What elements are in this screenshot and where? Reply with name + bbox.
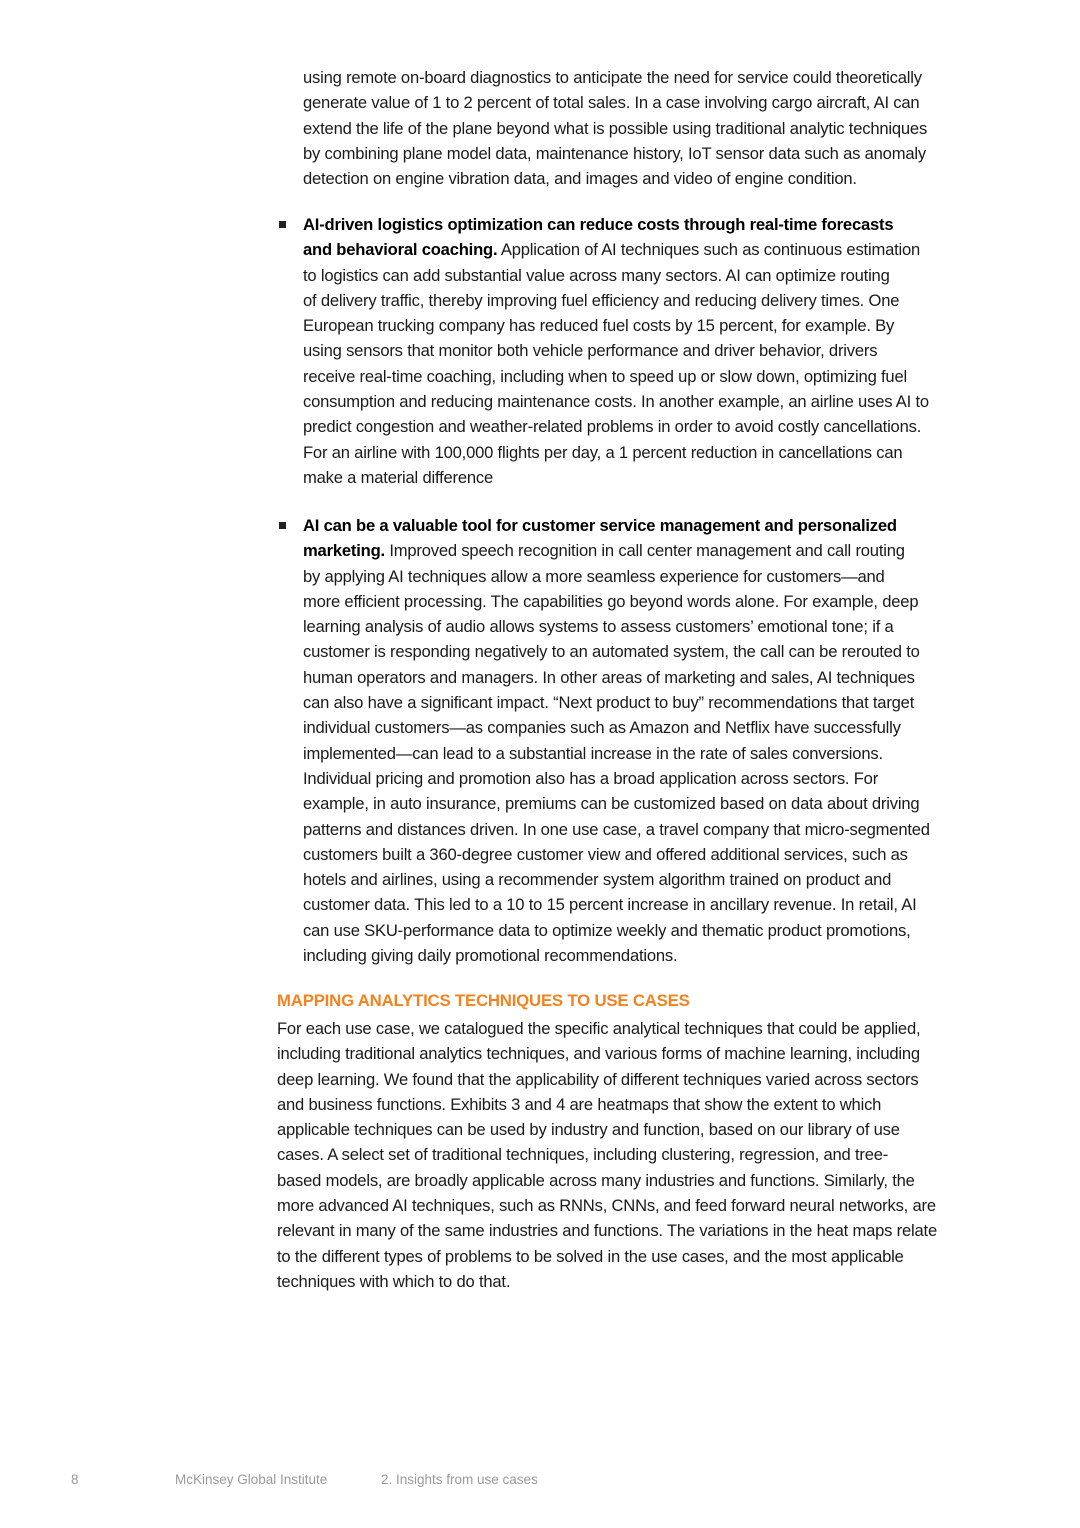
continuation-paragraph bbox=[303, 65, 927, 191]
body-text: customers built a 360-degree customer view and offered additional services, such as bbox=[303, 844, 908, 864]
body-text: hotels and airlines, using a recommender system algorithm trained on product and bbox=[303, 870, 892, 890]
body-text: to logistics can add substantial value across many sectors. AI can optimize routing bbox=[303, 265, 890, 285]
text-line bbox=[303, 918, 930, 943]
body-text: relevant in many of the same industries and functions. The variations in the heat maps relate bbox=[277, 1221, 937, 1241]
body-text: using sensors that monitor both vehicle performance and driver behavior, drivers bbox=[303, 341, 878, 361]
text-line bbox=[277, 1269, 937, 1294]
body-text: by combining plane model data, maintenance history, IoT sensor data such as anomaly bbox=[303, 143, 926, 163]
body-text: Individual pricing and promotion also has a broad application across sectors. For bbox=[303, 768, 879, 788]
body-text: European trucking company has reduced fuel costs by 15 percent, for example. By bbox=[303, 316, 895, 336]
bullet-logistics bbox=[303, 212, 929, 490]
text-line bbox=[303, 791, 930, 816]
text-line bbox=[277, 1244, 937, 1269]
body-text: deep learning. We found that the applicability of different techniques varied across sectors bbox=[277, 1069, 919, 1089]
text-line bbox=[303, 513, 930, 538]
body-text: by applying AI techniques allow a more seamless experience for customers—and bbox=[303, 566, 885, 586]
body-text: applicable techniques can be used by industry and function, based on our library of use bbox=[277, 1120, 900, 1140]
text-line bbox=[303, 389, 929, 414]
footer-page-number: 8 bbox=[71, 1472, 79, 1487]
body-text: and business functions. Exhibits 3 and 4 are heatmaps that show the extent to which bbox=[277, 1094, 882, 1114]
text-line bbox=[277, 1218, 937, 1243]
body-text: individual customers—as companies such as Amazon and Netflix have successfully bbox=[303, 718, 901, 738]
text-line bbox=[277, 1193, 937, 1218]
text-line bbox=[303, 715, 930, 740]
text-line bbox=[303, 440, 929, 465]
body-text: more advanced AI techniques, such as RNNs, CNNs, and feed forward neural networks, are bbox=[277, 1196, 936, 1216]
bullet-square-icon bbox=[279, 522, 286, 529]
text-line bbox=[303, 364, 929, 389]
text-line bbox=[277, 1016, 937, 1041]
text-line bbox=[303, 766, 930, 791]
text-line bbox=[303, 237, 929, 262]
body-text: consumption and reducing maintenance costs. In another example, an airline uses AI to bbox=[303, 392, 929, 412]
text-line bbox=[303, 90, 927, 115]
text-line bbox=[277, 1041, 937, 1066]
body-text: cases. A select set of traditional techniques, including clustering, regression, and tree- bbox=[277, 1145, 889, 1165]
bold-lead-text: AI can be a valuable tool for customer service management and personalized bbox=[303, 516, 897, 535]
text-line bbox=[303, 313, 929, 338]
body-text: using remote on-board diagnostics to anticipate the need for service could theoretically bbox=[303, 68, 922, 87]
bullet-square-icon bbox=[279, 221, 286, 228]
text-line bbox=[303, 263, 929, 288]
body-text: example, in auto insurance, premiums can be customized based on data about driving bbox=[303, 794, 920, 814]
body-text: more efficient processing. The capabilities go beyond words alone. For example, deep bbox=[303, 591, 919, 611]
text-line bbox=[303, 414, 929, 439]
section-heading: MAPPING ANALYTICS TECHNIQUES TO USE CASES bbox=[277, 991, 690, 1010]
body-text: to the different types of problems to be solved in the use cases, and the most applicable bbox=[277, 1246, 904, 1266]
body-text: learning analysis of audio allows systems to assess customers’ emotional tone; if a bbox=[303, 617, 894, 637]
body-text: customer is responding negatively to an automated system, the call can be rerouted to bbox=[303, 642, 920, 662]
bold-lead-text: marketing. bbox=[303, 541, 385, 561]
text-line bbox=[303, 338, 929, 363]
body-text: patterns and distances driven. In one use case, a travel company that micro-segmented bbox=[303, 819, 930, 839]
text-line bbox=[277, 1067, 937, 1092]
section-paragraph bbox=[277, 1016, 937, 1294]
body-text: receive real-time coaching, including when to speed up or slow down, optimizing fuel bbox=[303, 366, 907, 386]
body-text: can also have a significant impact. “Next product to buy” recommendations that target bbox=[303, 693, 915, 713]
body-text: implemented—can lead to a substantial increase in the rate of sales conversions. bbox=[303, 743, 883, 763]
bullet-customer-service bbox=[303, 513, 930, 968]
text-line bbox=[303, 589, 930, 614]
body-text: generate value of 1 to 2 percent of total sales. In a case involving cargo aircraft, AI can bbox=[303, 93, 920, 113]
body-text: Application of AI techniques such as continuous estimation bbox=[497, 240, 921, 260]
text-line bbox=[303, 867, 930, 892]
text-line bbox=[303, 465, 929, 490]
text-line bbox=[277, 1142, 937, 1167]
text-line bbox=[277, 1092, 937, 1117]
body-text: detection on engine vibration data, and images and video of engine condition. bbox=[303, 169, 857, 189]
text-line bbox=[303, 943, 930, 968]
text-line bbox=[303, 116, 927, 141]
bold-lead-text: AI-driven logistics optimization can reduce costs through real-time forecasts bbox=[303, 215, 894, 234]
text-line bbox=[303, 288, 929, 313]
text-line bbox=[303, 564, 930, 589]
footer-chapter: 2. Insights from use cases bbox=[381, 1472, 538, 1487]
text-line bbox=[303, 842, 930, 867]
body-text: For each use case, we catalogued the specific analytical techniques that could be applied, bbox=[277, 1019, 921, 1038]
body-text: techniques with which to do that. bbox=[277, 1271, 511, 1291]
text-line bbox=[303, 212, 929, 237]
body-text: including giving daily promotional recommendations. bbox=[303, 946, 678, 966]
body-text: Improved speech recognition in call center management and call routing bbox=[384, 541, 905, 561]
text-line bbox=[303, 614, 930, 639]
body-text: extend the life of the plane beyond what is possible using traditional analytic techniques bbox=[303, 118, 928, 138]
body-text: customer data. This led to a 10 to 15 percent increase in ancillary revenue. In retail, AI bbox=[303, 895, 917, 915]
text-line bbox=[303, 665, 930, 690]
text-line bbox=[277, 1117, 937, 1142]
text-line bbox=[303, 166, 927, 191]
text-line bbox=[303, 65, 927, 90]
text-line bbox=[303, 639, 930, 664]
text-line bbox=[277, 1168, 937, 1193]
bold-lead-text: and behavioral coaching. bbox=[303, 240, 498, 260]
body-text: including traditional analytics techniques, and various forms of machine learning, including bbox=[277, 1044, 920, 1064]
text-line bbox=[303, 690, 930, 715]
body-text: of delivery traffic, thereby improving fuel efficiency and reducing delivery times. One bbox=[303, 290, 900, 310]
body-text: make a material difference bbox=[303, 467, 494, 487]
body-text: For an airline with 100,000 flights per day, a 1 percent reduction in cancellations can bbox=[303, 442, 903, 462]
body-text: human operators and managers. In other areas of marketing and sales, AI techniques bbox=[303, 667, 915, 687]
body-text: predict congestion and weather-related problems in order to avoid costly cancellations. bbox=[303, 417, 922, 437]
text-line bbox=[303, 741, 930, 766]
body-text: can use SKU-performance data to optimize weekly and thematic product promotions, bbox=[303, 920, 911, 940]
text-line bbox=[303, 141, 927, 166]
body-text: based models, are broadly applicable across many industries and functions. Similarly, the bbox=[277, 1170, 915, 1190]
text-line bbox=[303, 538, 930, 563]
footer-publisher: McKinsey Global Institute bbox=[175, 1472, 328, 1487]
text-line bbox=[303, 817, 930, 842]
text-line bbox=[303, 892, 930, 917]
